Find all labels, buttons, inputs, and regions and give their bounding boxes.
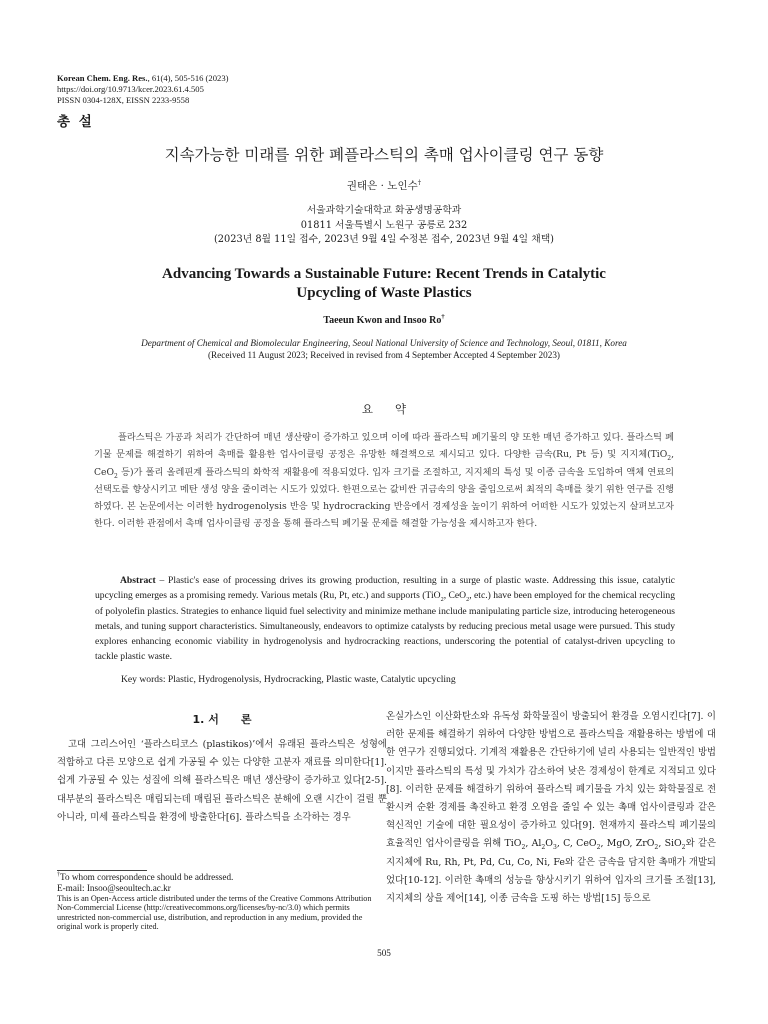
subscript: 2 (114, 472, 118, 480)
footnote (57, 872, 383, 932)
license-note: This is an Open-Access article distributed under the terms of the Creative Commons Attribution Non-Commercial License (http://creativecommons.org/licenses/by-nc/3.0) which permits unrestricted non-commercial use, distribution, and reproduction in any medium, provided the original work is properly cited. (57, 894, 372, 932)
korean-title: 지속가능한 미래를 위한 폐플라스틱의 촉매 업사이클링 연구 동향 (164, 146, 604, 164)
subscript: 2 (667, 455, 672, 463)
right-text-d: , C, CeO (556, 838, 597, 850)
right-text-e: , MgO, ZrO (600, 838, 655, 850)
correspondence-note (57, 872, 383, 883)
introduction-heading (57, 711, 387, 727)
english-abstract (95, 573, 675, 665)
subscript: 2 (596, 844, 601, 852)
corresponding-mark: † (417, 178, 422, 187)
english-dates: (Received 11 August 2023; Received in revised from 4 September Accepted 4 September 2023) (207, 350, 560, 361)
korean-affiliation-address: 01811 서울특별시 노원구 공릉로 232 (300, 219, 468, 231)
korean-affiliation (0, 204, 768, 248)
korean-abstract-text-a: 플라스틱은 가공과 처리가 간단하여 매년 생산량이 증가하고 있으며 이에 따라 플라스틱 폐기물의 양 또한 매년 증가하고 있다. 플라스틱 폐기물 문제를 해결하기 위하여 촉매를 활용한 업사이클링 공정은 유망한 해결책으로 제시되고 있다. 다양한 금속(Ru, Pt 등) 및 지지체(TiO (94, 432, 674, 461)
korean-affiliation-dept: 서울과학기술대학교 화공생명공학과 (306, 205, 462, 216)
subscript: 3 (552, 844, 557, 852)
subscript: 2 (541, 844, 546, 852)
english-title-line-2: Upcycling of Waste Plastics (296, 285, 472, 301)
doi-link[interactable]: https://doi.org/10.9713/kcer.2023.61.4.505 (57, 84, 204, 95)
english-corresponding-mark: † (441, 313, 445, 321)
subscript: 2 (466, 596, 470, 604)
english-abstract-text-b: , CeO (443, 590, 467, 602)
korean-abstract-text-c: 등)가 폴리 올레핀계 플라스틱의 화학적 재활용에 적용되었다. 입자 크기를 조절하고, 지지체의 특성 및 이종 금속을 도입하여 액체 연료의 선택도를 향상시키고 메탄 생성 양을 줄이려는 시도가 있었다. 한편으로는 값비싼 귀금속의 양을 줄임으로써 최적의 촉매를 찾기 위한 연구를 진행하였다. 본 논문에서는 이러한 hydrogenolysis 반응 및 hydrocracking 반응에서 경제성을 높이기 위하여 어떠한 시도가 있었는지 살펴보고자 한다. 이러한 관점에서 촉매 업사이클링 공정을 통해 플라스틱 폐기물 문제를 해결할 가능성을 제시하고자 한다. (94, 466, 674, 530)
korean-abstract-heading: 요약 (361, 402, 429, 416)
english-abstract-text-c: , etc.) have been employed for the chemical recycling of polyolefin plastics. Strategies to enhance liquid fuel selectivity and minimize methane include manipulating particle size, introducing heterogeneous metals, and tuning support characteristics. Simultaneously, endeavors to optimize catalysts by reducing precious metal usage were pursued. This study explores enhancing economic viability in hydrogenolysis and hydrocracking reactions, underscoring the potential of catalyst-driven upcycling to tackle plastic waste. (95, 590, 675, 663)
footnote-rule (57, 870, 147, 871)
correspondence-text: To whom correspondence should be addressed. (59, 872, 234, 882)
korean-author-names: 권태은 · 노인수 (346, 180, 418, 192)
left-column (57, 736, 387, 827)
right-text-c: O (545, 838, 553, 850)
subscript: 2 (521, 844, 526, 852)
subscript: 2 (681, 844, 686, 852)
right-text-g: 와 같은 지지체에 Ru, Rh, Pt, Pd, Cu, Co, Ni, Fe와 같은 금속을 담지한 촉매가 개발되었다[10-12]. 이러한 촉매의 성능을 향상시키기 위하여 입자의 크기를 조절[13], 지지체의 상을 제어[14], 이종 금속을 도핑 하는 방법[15] 등으로 (386, 838, 717, 905)
journal-meta (57, 73, 228, 107)
english-affiliation (0, 337, 768, 362)
intro-paragraph-left: 고대 그리스어인 ‘플라스티코스 (plastikos)’에서 유래된 플라스틱은 성형에 적합하고 다른 모양으로 쉽게 가공될 수 있는 다양한 고분자 재료를 의미한다[1]. 쉽게 가공될 수 있는 성질에 의해 플라스틱은 매년 생산량이 증가하고 있다[2-5]. 대부분의 플라스틱은 매립되는데 매립된 플라스틱은 분해에 오랜 시간이 걸릴 뿐 아니라, 미세 플라스틱을 환경에 방출한다[6]. 플라스틱을 소각하는 경우 (57, 739, 387, 823)
section-type-label: 총 설 (57, 114, 94, 130)
english-title-line-1: Advancing Towards a Sustainable Future: Recent Trends in Catalytic (162, 266, 606, 282)
intro-paragraph-right (386, 708, 716, 908)
subscript: 2 (440, 596, 444, 604)
english-abstract-text-a: – Plastic's ease of processing drives its growing production, resulting in a surge of plastic waste. Addressing this issue, catalytic upcycling emerges as a promising remedy. Various metals (Ru, Pt, etc.) and supports (TiO (95, 575, 675, 602)
keywords: Key words: Plastic, Hydrogenolysis, Hydrocracking, Plastic waste, Catalytic upcycling (121, 674, 456, 685)
footnote-mark: † (57, 871, 60, 878)
correspondence-email[interactable]: E-mail: Insoo@seoultech.ac.kr (57, 883, 171, 893)
korean-abstract-paragraph (94, 429, 674, 533)
english-author-names: Taeeun Kwon and Insoo Ro (323, 315, 442, 326)
right-text-a: 온실가스인 이산화탄소와 유독성 화학물질이 방출되어 환경을 오염시킨다[7]. 이러한 문제를 해결하기 위하여 다양한 방법으로 플라스틱을 재활용하는 방법에 대한 연구가 진행되었다. 기계적 재활용은 간단하기에 널리 사용되는 일반적인 방법이지만 플라스틱의 특성 및 가치가 감소하여 낮은 경제성이 한계로 지적되고 있다[8]. 이러한 문제를 해결하기 위하여 플라스틱 폐기물을 가치 있는 화학물질로 전환시켜 순환 경제를 촉진하고 환경 오염을 줄일 수 있는 촉매 업사이클링과 같은 혁신적인 기술에 대한 필요성이 증가하고 있다[9]. 현재까지 플라스틱 폐기물의 효율적인 업사이클링을 위해 TiO (386, 711, 716, 850)
korean-authors (0, 178, 768, 193)
english-affiliation-text: Department of Chemical and Biomolecular Engineering, Seoul National University of Science and Technology, Seoul, 01811, Korea (141, 338, 627, 348)
intro-heading-word: 론 (240, 713, 252, 726)
right-text-f: , SiO (658, 838, 682, 850)
intro-heading-number: 1. 서 (192, 713, 219, 726)
subscript: 2 (654, 844, 659, 852)
issn: PISSN 0304-128X, EISSN 2233-9558 (57, 95, 190, 106)
page-number: 505 (377, 948, 391, 958)
english-title (0, 265, 768, 303)
korean-abstract-text-b: , CeO (94, 449, 674, 478)
korean-dates: (2023년 8월 11일 접수, 2023년 9월 4일 수정본 접수, 2023년 9월 4일 채택) (213, 234, 555, 245)
korean-abstract (94, 429, 674, 533)
journal-citation: , 61(4), 505-516 (2023) (147, 73, 229, 83)
right-column (386, 708, 716, 908)
english-abstract-paragraph (95, 573, 675, 665)
journal-name: Korean Chem. Eng. Res. (57, 73, 148, 83)
right-text-b: , Al (525, 838, 542, 850)
english-authors (0, 315, 768, 326)
abstract-label: Abstract (120, 575, 156, 586)
